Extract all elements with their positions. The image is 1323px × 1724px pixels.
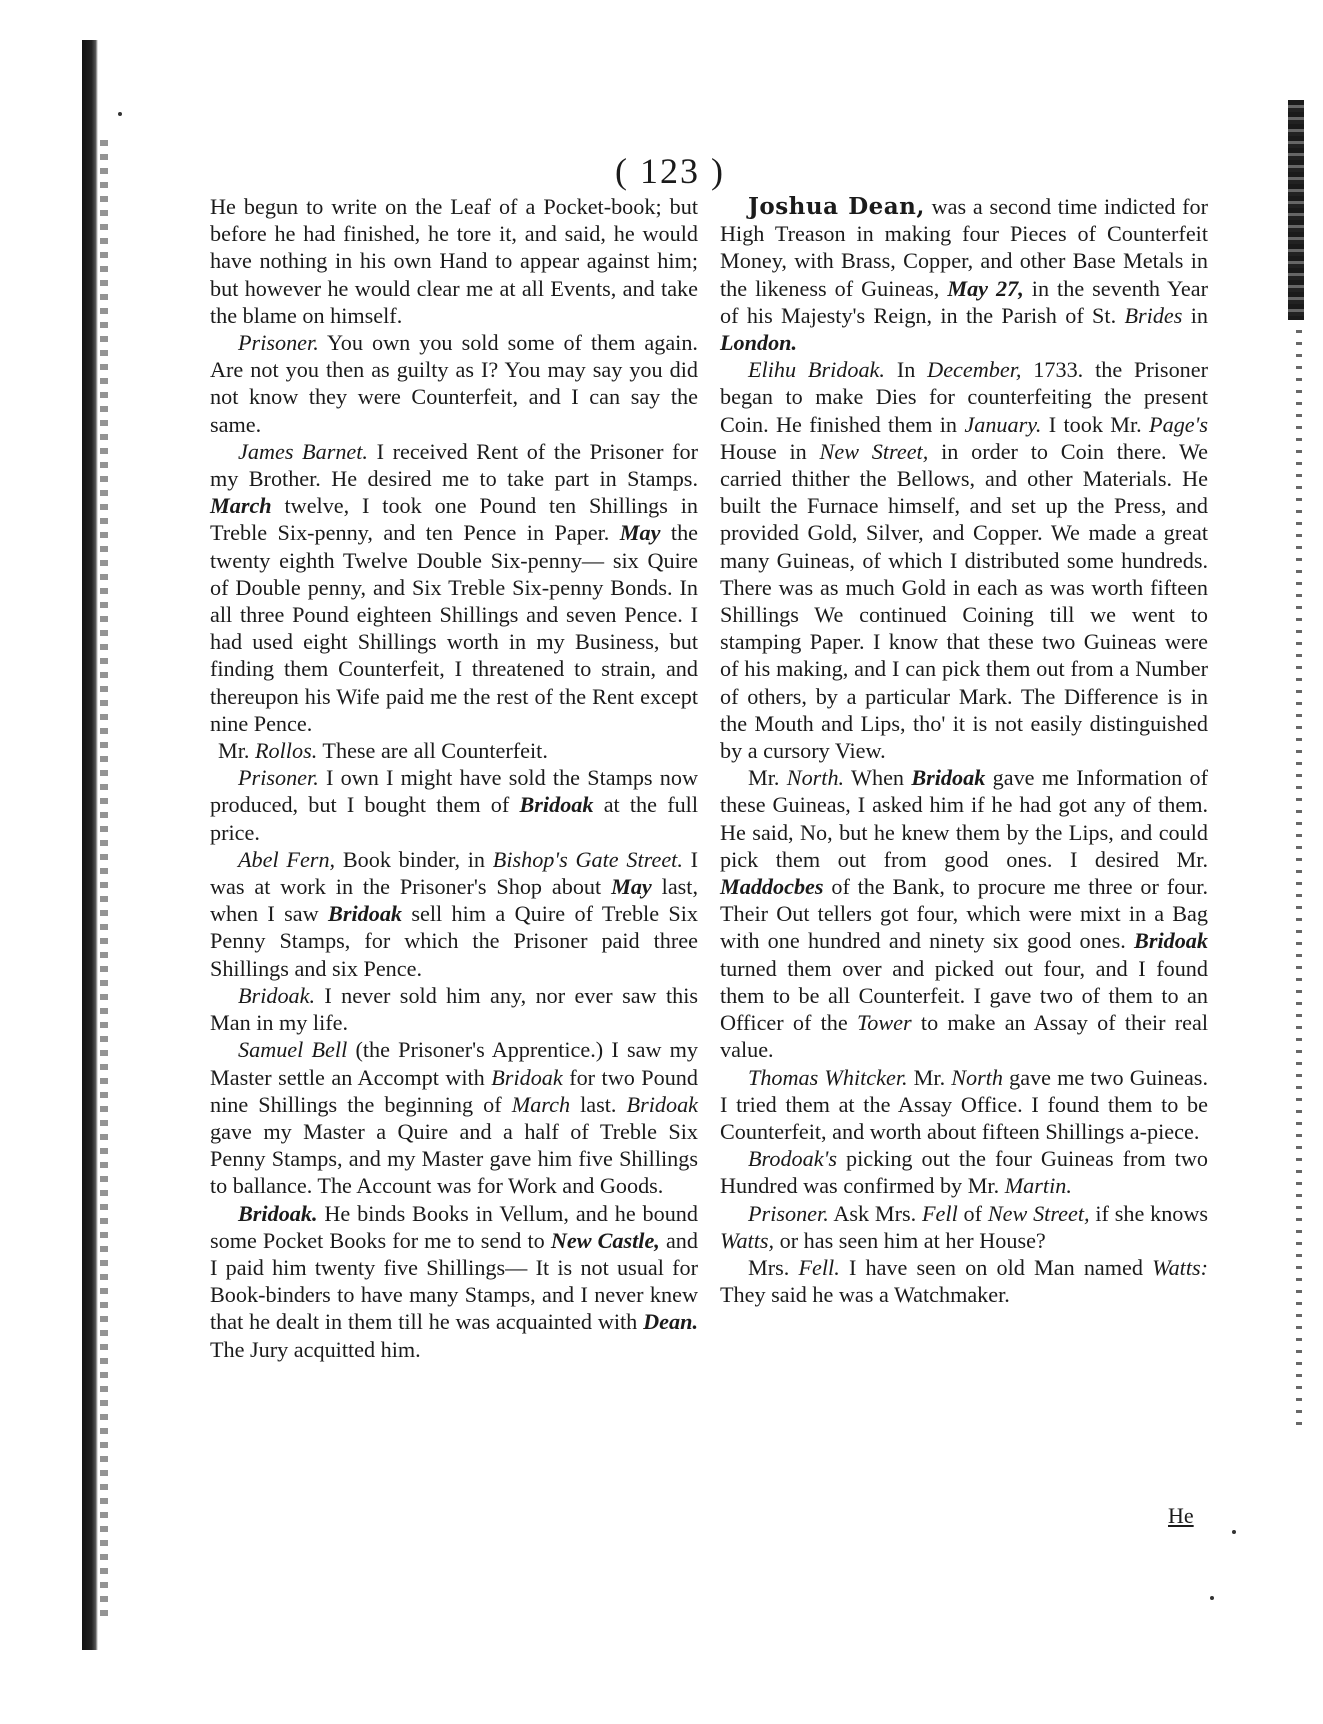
speaker-name: Samuel Bell xyxy=(238,1037,348,1063)
paragraph: Mr. Rollos. These are all Counterfeit. xyxy=(218,738,548,764)
paragraph: Samuel Bell (the Prisoner's Apprentice.) I saw my Master settle an Accompt with Bridoak for two Pound nine Shillings the beginning of March last. Bridoak gave my Master a Quire and a half of Treble Six Penny Stamps, and my Master gave him five Shillings to ballance. The Account was for Work and Goods. xyxy=(210,1037,699,1199)
paragraph: Joshua Dean, was a second time indicted for High Treason in making four Pieces of Counterfeit Money, with Brass, Copper, and other Base Metals in the likeness of Guineas, May 27, in the seventh Year of his Majesty's Reign, in the Parish of St. Brides in London. xyxy=(720,193,1209,356)
binding-edge-right xyxy=(1296,330,1302,1430)
scan-speck xyxy=(1232,1530,1236,1534)
right-column xyxy=(720,193,1208,1308)
paragraph: Abel Fern, Book binder, in Bishop's Gate Street. I was at work in the Prisoner's Shop about May last, when I saw Bridoak sell him a Quire of Treble Six Penny Stamps, for which the Prisoner paid three Shillings and six Pence. xyxy=(210,846,699,981)
speaker-name: Prisoner. xyxy=(238,765,319,791)
speaker-name: Bridoak. xyxy=(238,982,316,1008)
paragraph: He begun to write on the Leaf of a Pocket-book; but before he had finished, he tore it, and said, he would have nothing in his own Hand to appear against him; but however he would clear me at all Events, and take the blame on himself. xyxy=(210,194,698,328)
paragraph: Elihu Bridoak. In December, 1733. the Prisoner began to make Dies for counterfeiting the present Coin. He finished them in January. I took Mr. Page's House in New Street, in order to Coin there. We carried thither the Bellows, and other Materials. He built the Furnace himself, and set up the Press, and provided Gold, Silver, and Copper. We made a great many Guineas, of which I distributed some hundreds. There was as much Gold in each as was worth fifteen Shillings We continued Coining till we went to stamping Paper. I know that these two Guineas were of his making, and I can pick them out from a Number of others, by a particular Mark. The Difference is in the Mouth and Lips, tho' it is not easily distinguished by a cursory View. xyxy=(720,357,1209,764)
paragraph: Mrs. Fell. I have seen on old Man named Watts: They said he was a Watchmaker. xyxy=(720,1254,1209,1308)
scan-speck xyxy=(118,112,122,116)
speaker-name: Prisoner. xyxy=(748,1200,829,1226)
defendant-name: Joshua Dean, xyxy=(748,193,925,220)
catchword: He xyxy=(1168,1503,1194,1528)
scan-speck xyxy=(1210,1596,1214,1600)
binding-shadow-right xyxy=(1288,100,1304,320)
binding-edge-left xyxy=(100,140,108,1620)
speaker-name: Prisoner. xyxy=(238,330,319,356)
paragraph: Prisoner. You own you sold some of them again. Are not you then as guilty as I? You may say you did not know they were Counterfeit, and I can say the same. xyxy=(210,330,698,437)
speaker-name: Elihu Bridoak. xyxy=(748,357,885,383)
paragraph: Bridoak. I never sold him any, nor ever saw this Man in my life. xyxy=(210,982,698,1036)
speaker-name: Thomas Whitcker. xyxy=(748,1064,908,1090)
speaker-name: Fell. xyxy=(798,1254,840,1280)
paragraph: Thomas Whitcker. Mr. North gave me two Guineas. I tried them at the Assay Office. I found them to be Counterfeit, and worth about fifteen Shillings a-piece. xyxy=(720,1064,1208,1144)
paragraph: Brodoak's picking out the four Guineas from two Hundred was confirmed by Mr. Martin. xyxy=(720,1146,1209,1199)
binding-shadow-left xyxy=(82,40,98,1650)
speaker-name: Rollos. xyxy=(255,738,318,764)
paragraph: Bridoak. He binds Books in Vellum, and he bound some Pocket Books for me to send to New Castle, and I paid him twenty five Shillings— It is not usual for Book-binders to have many Stamps, and I never knew that he dealt in them till he was acquainted with Dean. The Jury acquitted him. xyxy=(210,1200,698,1362)
speaker-name: North. xyxy=(786,765,845,791)
speaker-name: James Barnet. xyxy=(238,438,368,464)
speaker-name: Abel Fern, xyxy=(238,846,336,872)
paragraph: Prisoner. I own I might have sold the Stamps now produced, but I bought them of Bridoak at the full price. xyxy=(210,765,699,845)
page-number: ( 123 ) xyxy=(615,151,725,191)
paragraph: James Barnet. I received Rent of the Prisoner for my Brother. He desired me to take part in Stamps. March twelve, I took one Pound ten Shillings in Treble Six-penny, and ten Pence in Paper. May the twenty eighth Twelve Double Six-penny— six Quire of Double penny, and Six Treble Six-penny Bonds. In all three Pound eighteen Shillings and seven Pence. I had used eight Shillings worth in my Business, but finding them Counterfeit, I threatened to strain, and thereupon his Wife paid me the rest of the Rent except nine Pence. xyxy=(210,438,699,736)
paragraph: Mr. North. When Bridoak gave me Information of these Guineas, I asked him if he had got any of them. He said, No, but he knew them by the Lips, and could pick them out from good ones. I desired Mr. Maddocbes of the Bank, to procure me three or four. Their Out tellers got four, which were mixt in a Bag with one hundred and ninety six good ones. Bridoak turned them over and picked out four, and I found them to be all Counterfeit. I gave two of them to an Officer of the Tower to make an Assay of their real value. xyxy=(720,765,1209,1063)
left-column xyxy=(210,193,698,1363)
speaker-name: Bridoak. xyxy=(238,1200,318,1226)
paragraph: Prisoner. Ask Mrs. Fell of New Street, if she knows Watts, or has seen him at her House? xyxy=(720,1200,1209,1253)
